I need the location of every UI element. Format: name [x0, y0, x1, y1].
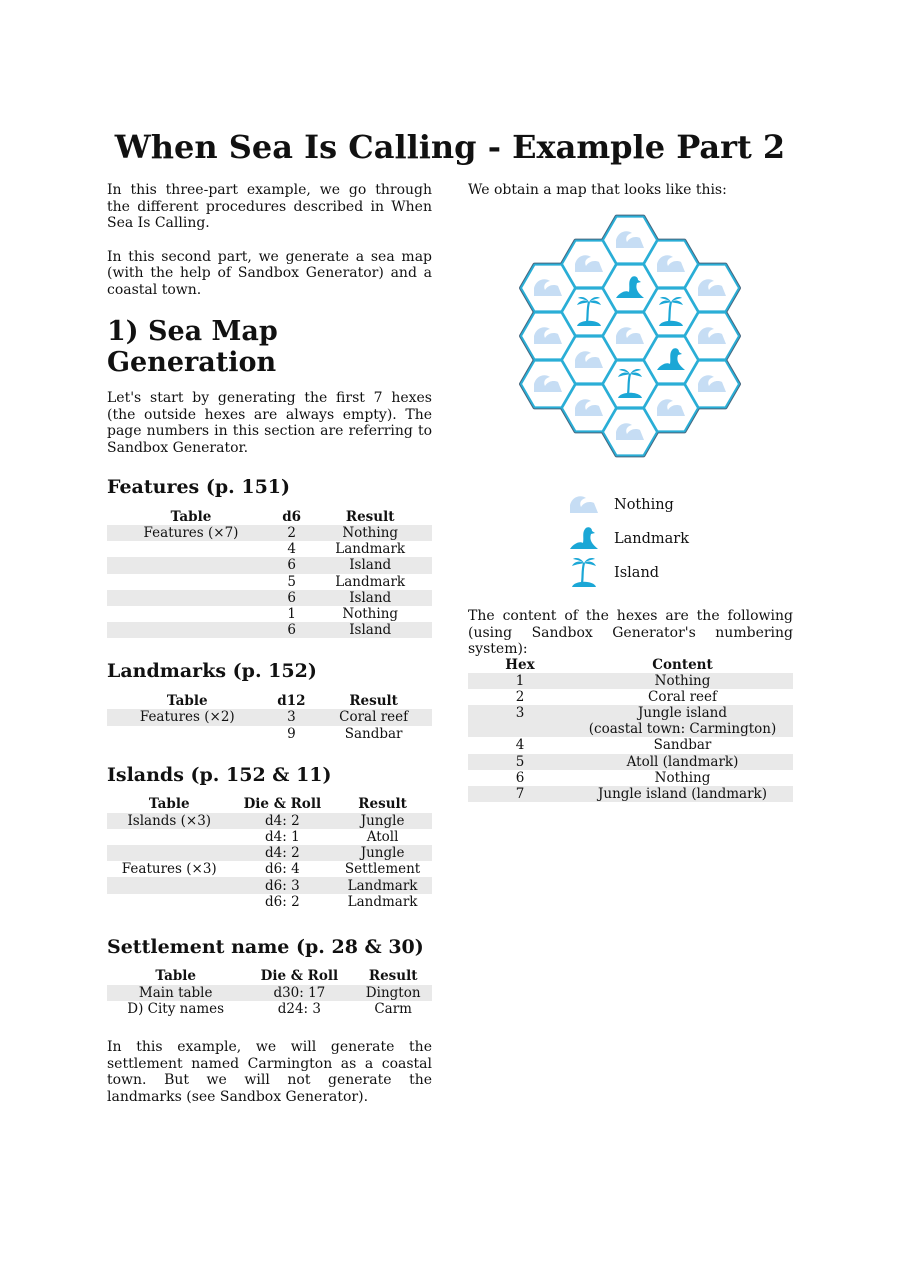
table-row: D) City names d24: 3 Carm: [127, 1001, 412, 1018]
col-header: Table: [148, 796, 190, 813]
table-row: 6 Nothing: [515, 769, 711, 786]
table-row: 2 Coral reef: [515, 689, 717, 706]
table-row: 1 Nothing: [287, 606, 399, 623]
col-header: Die & Roll: [260, 968, 339, 985]
islands-table: [107, 796, 432, 910]
section-text: Let's start by generating the first 7 hexes (the outside hexes are always empty). The page numbers in this section are referring to Sandbox Generator.: [107, 390, 432, 456]
settlement-heading: Settlement name (p. 28 & 30): [107, 935, 424, 958]
intro-paragraph-1: In this three-part example, we go through the different procedures described in When Sea Is Calling.: [107, 182, 432, 231]
hex-map: [505, 210, 755, 468]
col-header: d6: [282, 508, 302, 525]
col-header: Result: [345, 508, 395, 525]
table-row: 6 Island: [107, 622, 432, 638]
landmark-icon: [566, 524, 602, 554]
col-header: Result: [349, 692, 398, 709]
features-heading: Features (p. 151): [107, 476, 291, 498]
legend-item: [566, 556, 689, 590]
legend-label: Island: [614, 565, 660, 581]
left-column: [107, 182, 432, 1105]
legend-item: [566, 488, 689, 522]
landmarks-table: [107, 692, 432, 741]
table-row: Main table d30: 17 Dington: [107, 985, 432, 1001]
table-row: 3 Jungle island (coastal town: Carmington): [468, 705, 793, 737]
col-header: d12: [277, 692, 306, 709]
settlement-table: [107, 968, 432, 1017]
intro-paragraph-2: In this second part, we generate a sea map (with the help of Sandbox Generator) and a coastal town.: [107, 248, 432, 298]
table-row: 6 Island: [107, 557, 432, 573]
content-table: [468, 656, 793, 802]
legend-label: Nothing: [614, 497, 674, 513]
islands-heading: Islands (p. 152 & 11): [107, 763, 332, 786]
col-header: Die & Roll: [243, 796, 322, 813]
table-row: 9 Sandbar: [287, 725, 403, 742]
table-row: d4: 1 Atoll: [265, 828, 399, 845]
col-header: Table: [170, 508, 212, 525]
map-intro: We obtain a map that looks like this:: [468, 182, 727, 198]
table-row: 5 Atoll (landmark): [468, 754, 793, 770]
table-row: Islands (×3) d4: 2 Jungle: [107, 813, 432, 829]
map-legend: [566, 488, 689, 590]
table-row: 1 Nothing: [468, 673, 793, 689]
col-header: Result: [358, 796, 407, 813]
section-heading: 1) Sea Map Generation: [107, 316, 278, 378]
features-table: [107, 508, 432, 638]
table-row: d6: 2 Landmark: [265, 893, 418, 910]
wave-icon: [566, 490, 602, 520]
table-row: 4 Landmark: [287, 541, 406, 558]
col-header: Table: [155, 968, 197, 985]
table-row: Features (×7) 2 Nothing: [107, 525, 432, 541]
right-column: [468, 182, 793, 199]
table-row: 5 Landmark: [287, 573, 406, 590]
col-header: Content: [652, 656, 713, 673]
legend-label: Landmark: [614, 531, 690, 547]
table-row: d4: 2 Jungle: [107, 845, 432, 861]
table-row: Features (×3) d6: 4 Settlement: [121, 861, 421, 878]
table-row: Features (×2) 3 Coral reef: [107, 709, 432, 725]
table-row: 6 Island: [107, 590, 432, 606]
col-header: Table: [166, 692, 208, 709]
table-row: d6: 3 Landmark: [107, 877, 432, 893]
col-header: Result: [368, 968, 418, 985]
palm-island-icon: [566, 558, 602, 588]
col-header: Hex: [505, 656, 535, 673]
closing-paragraph: In this example, we will generate the settlement named Carmington as a coastal town. But we will not generate the landmarks (see Sandbox Generator).: [107, 1039, 432, 1105]
legend-item: [566, 522, 689, 556]
page-title: When Sea Is Calling - Example Part 2: [114, 128, 786, 166]
landmarks-heading: Landmarks (p. 152): [107, 660, 317, 683]
content-intro: The content of the hexes are the following (using Sandbox Generator's numbering system):: [468, 608, 793, 657]
table-row: 4 Sandbar: [515, 737, 712, 754]
table-row: 7 Jungle island (landmark): [468, 786, 793, 802]
